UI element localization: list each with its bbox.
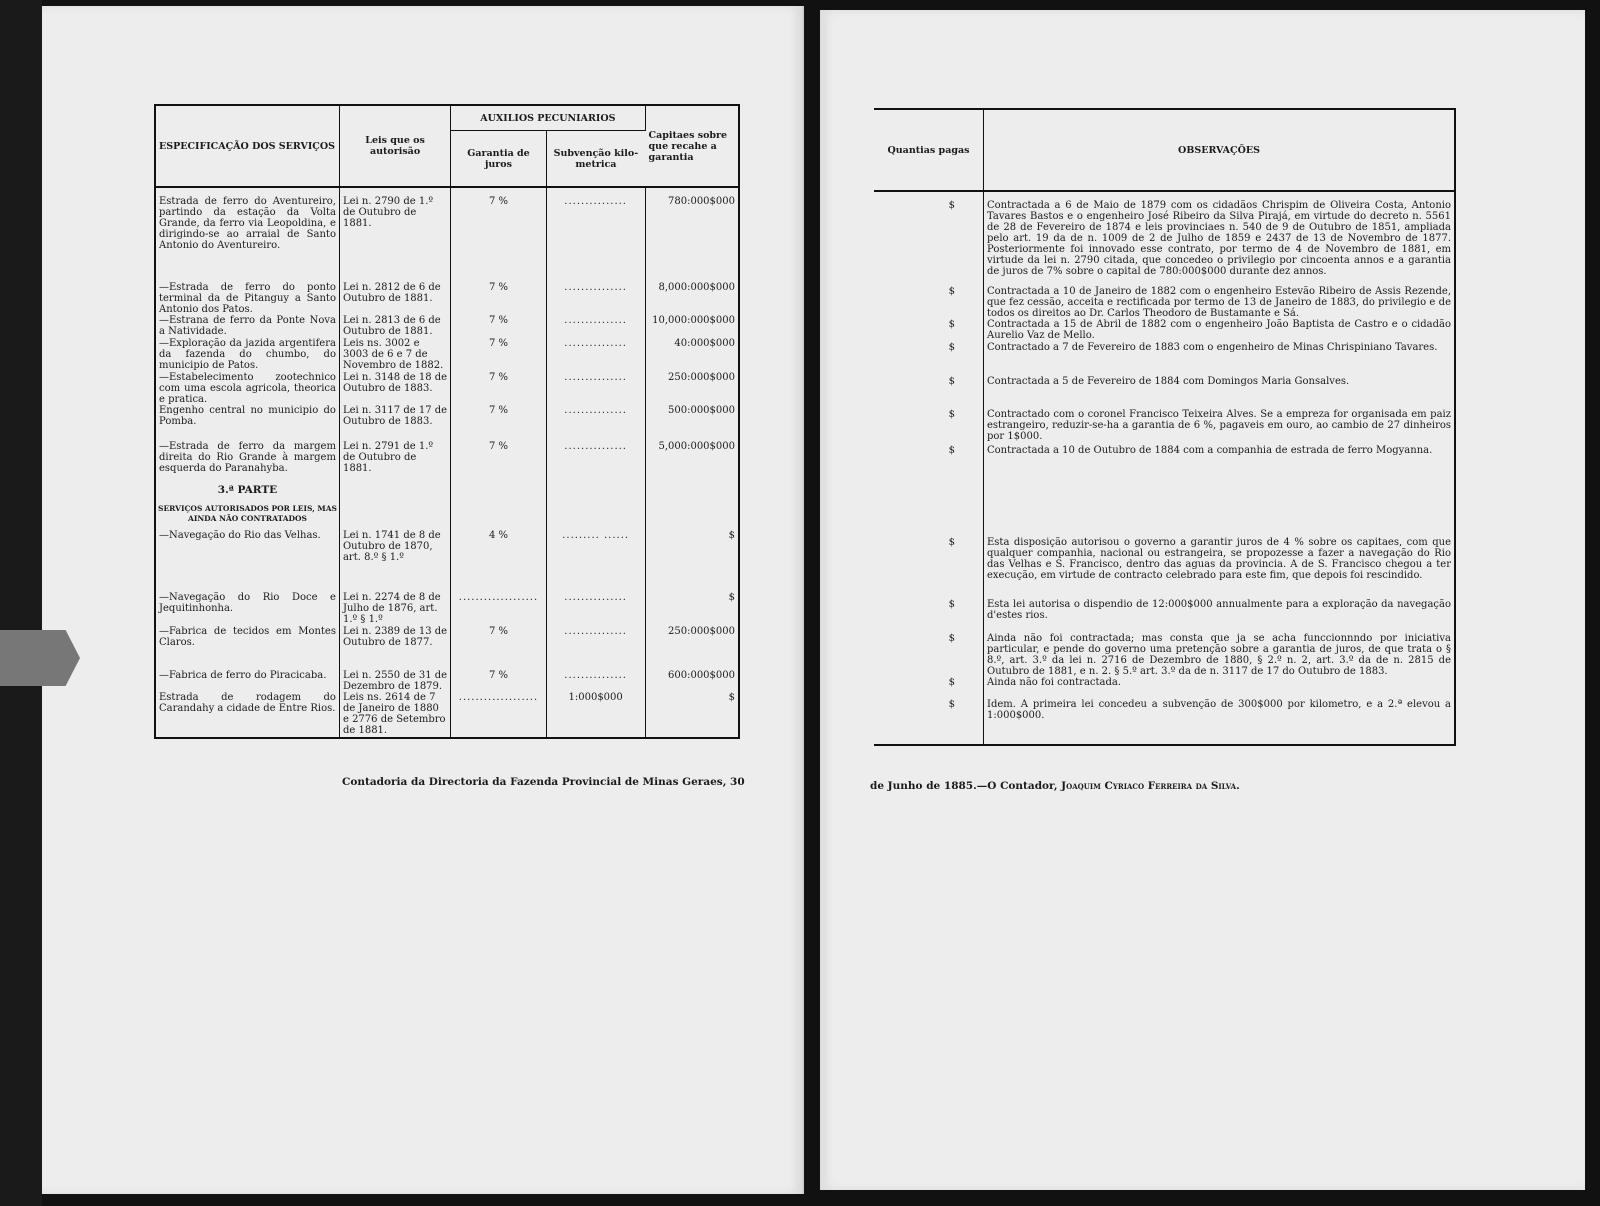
row-garantia: 7 %: [451, 315, 547, 338]
table-row: [874, 200, 1455, 286]
right-page: [820, 10, 1585, 1190]
row-obs: Ainda não foi contractada; mas consta que ja se acha funccionnndo por iniciativa particular, e pende do governo uma pretenção sobre a garantia de juros, de que trata o § 8.º, art. 3.º da lei n. 2716 de Dezembro de 1880, § 2.º n. 2, art. 3.º da de n. 2815 de Outubro de 1881, e n. 2. § 5.º art. 3.º da de n. 3117 de 17 do Outubro de 1883.: [987, 633, 1451, 677]
row-servico: —Estrada de ferro do ponto terminal da de Pitanguy a Santo Antonio dos Patos.: [155, 282, 339, 315]
header-observacoes: OBSERVAÇÕES: [984, 109, 1456, 191]
row-quantia: $: [874, 409, 984, 445]
row-garantia: 7 %: [451, 196, 547, 282]
observations-table: [874, 108, 1456, 746]
header-garantia: Garantia de juros: [451, 131, 547, 188]
row-quantia: $: [874, 537, 984, 599]
header-leis: Leis que os autorisão: [339, 105, 450, 187]
row-capital: 40:000$000: [674, 338, 735, 349]
row-quantia: $: [874, 286, 984, 319]
table-row: [874, 376, 1455, 409]
row-garantia: 4 %: [451, 530, 547, 592]
row-subvencao: ...............: [546, 670, 645, 692]
row-garantia: 7 %: [451, 670, 547, 692]
row-quantia: $: [874, 342, 984, 376]
row-capital: $: [728, 592, 735, 603]
row-obs: Contractada a 15 de Abril de 1882 com o engenheiro João Baptista de Castro e o cidadão Aurelio Vaz de Mello.: [987, 319, 1451, 341]
row-obs: Ainda não foi contractada.: [987, 677, 1122, 688]
table-row: [155, 530, 739, 592]
row-lei: Lei n. 2274 de 8 de Julho de 1876, art. 1.º § 1.º: [339, 592, 450, 626]
row-quantia: $: [874, 633, 984, 677]
row-capital: 8,000:000$000: [658, 282, 735, 293]
row-lei: Lei n. 2790 de 1.º de Outubro de 1881.: [339, 196, 450, 282]
row-servico: Estrada de ferro do Aventureiro, partindo da estação da Volta Grande, da ferro via Leopoldina, e dirigindo-se ao arraial de Santo Antonio do Aventureiro.: [155, 196, 339, 282]
row-lei: Lei n. 2791 de 1.º de Outubro de 1881.: [339, 441, 450, 477]
row-subvencao: ......... ......: [546, 530, 645, 592]
row-capital: $: [728, 530, 735, 541]
table-row: [155, 372, 739, 405]
table-row: [155, 592, 739, 626]
table-row: [155, 692, 739, 738]
row-capital: 250:000$000: [668, 372, 735, 383]
row-servico: —Estabelecimento zootechnico com uma escola agricola, theorica e pratica.: [155, 372, 339, 405]
row-garantia: 7 %: [451, 338, 547, 372]
row-subvencao: ...............: [546, 441, 645, 477]
table-row: [874, 537, 1455, 599]
row-subvencao: 1:000$000: [546, 692, 645, 738]
parte-title: 3.ª PARTE: [155, 477, 339, 496]
row-servico: —Navegação do Rio das Velhas.: [155, 530, 339, 592]
row-quantia: $: [874, 319, 984, 342]
row-subvencao: ...............: [546, 372, 645, 405]
row-garantia: 7 %: [451, 282, 547, 315]
header-servicos: ESPECIFICAÇÃO DOS SERVIÇOS: [155, 105, 339, 187]
table-row: [874, 286, 1455, 319]
row-servico: —Estrada de ferro da margem direita do Rio Grande à margem esquerda do Paranahyba.: [155, 441, 339, 477]
row-obs: Contractada a 5 de Fevereiro de 1884 com Domingos Maria Gonsalves.: [987, 376, 1350, 387]
row-servico: —Exploração da jazida argentifera da fazenda do chumbo, do municipio de Patos.: [155, 338, 339, 372]
row-lei: Leis ns. 3002 e 3003 de 6 e 7 de Novembro de 1882.: [339, 338, 450, 372]
row-obs: Esta disposição autorisou o governo a garantir juros de 4 % sobre os capitaes, com que qualquer companhia, nacional ou estrangeira, se propozesse a fazer a navegação do Rio das Velhas e S. Francisco, dentro das aguas da provincia. A de S. Francisco chegou a ter execução, em virtude de contracto celebrado para este fim, que depois foi rescindido.: [987, 537, 1451, 581]
row-subvencao: ...............: [546, 315, 645, 338]
table-row: [874, 677, 1455, 699]
row-subvencao: ...............: [546, 405, 645, 441]
row-servico: Estrada de rodagem do Carandahy a cidade de Entre Rios.: [155, 692, 339, 738]
row-obs: Contractada a 10 de Janeiro de 1882 com o engenheiro Estevão Ribeiro de Assis Rezende, que fez cessão, acceita e rectificada por termo de 13 de Janeiro de 1883, do privilegio e de todos os direitos ao Dr. Carlos Theodoro de Bustamante e Sá.: [987, 286, 1451, 319]
table-row: [874, 445, 1455, 481]
row-garantia: 7 %: [451, 626, 547, 670]
left-page: [42, 6, 804, 1194]
row-capital: $: [728, 692, 735, 703]
row-lei: Lei n. 2813 de 6 de Outubro de 1881.: [339, 315, 450, 338]
row-lei: Lei n. 3117 de 17 de Outubro de 1883.: [339, 405, 450, 441]
table-row: [874, 342, 1455, 376]
row-subvencao: ...............: [546, 196, 645, 282]
row-subvencao: ...............: [546, 282, 645, 315]
row-obs: Contractada a 10 de Outubro de 1884 com a companhia de estrada de ferro Mogyanna.: [987, 445, 1433, 456]
table-row: [155, 441, 739, 477]
row-lei: Lei n. 2812 de 6 de Outubro de 1881.: [339, 282, 450, 315]
row-obs: Contractado a 7 de Fevereiro de 1883 com o engenheiro de Minas Chrispiniano Tavares.: [987, 342, 1438, 353]
table-row: [155, 626, 739, 670]
row-garantia: 7 %: [451, 372, 547, 405]
row-servico: —Fabrica de tecidos em Montes Claros.: [155, 626, 339, 670]
header-auxilios: AUXILIOS PECUNIARIOS: [451, 105, 645, 131]
row-servico: —Navegação do Rio Doce e Jequitinhonha.: [155, 592, 339, 626]
table-row: [155, 196, 739, 282]
row-subvencao: ...............: [546, 592, 645, 626]
table-row: [874, 409, 1455, 445]
book-binding: [0, 0, 42, 1206]
row-servico: Engenho central no municipio do Pomba.: [155, 405, 339, 441]
table-row: [874, 599, 1455, 633]
footer-signatory: Joaquim Cyriaco Ferreira da Silva.: [1061, 780, 1240, 792]
row-quantia: $: [874, 677, 984, 699]
row-servico: —Estrana de ferro da Ponte Nova a Natividade.: [155, 315, 339, 338]
footer-right: [870, 780, 1240, 792]
header-quantias: Quantias pagas: [874, 109, 984, 191]
row-capital: 250:000$000: [668, 626, 735, 637]
row-garantia: 7 %: [451, 405, 547, 441]
row-lei: Leis ns. 2614 de 7 de Janeiro de 1880 e 2776 de Setembro de 1881.: [339, 692, 450, 738]
table-row: [155, 315, 739, 338]
row-quantia: $: [874, 376, 984, 409]
row-lei: Lei n. 2389 de 13 de Outubro de 1877.: [339, 626, 450, 670]
row-subvencao: ...............: [546, 338, 645, 372]
table-row: [155, 670, 739, 692]
row-capital: 600:000$000: [668, 670, 735, 681]
row-obs: Esta lei autorisa o dispendio de 12:000$000 annualmente para a exploração da navegação d'estes rios.: [987, 599, 1451, 621]
row-lei: Lei n. 3148 de 18 de Outubro de 1883.: [339, 372, 450, 405]
header-capitaes: Capitaes sobre que recahe a garantia: [645, 105, 739, 187]
row-capital: 500:000$000: [668, 405, 735, 416]
row-obs: Contractado com o coronel Francisco Teixeira Alves. Se a empreza for organisada em paiz estrangeiro, reduzir-se-ha a garantia de 6 %, pagaveis em ouro, ao cambio de 27 dinheiros por 1$000.: [987, 409, 1451, 442]
row-obs: Idem. A primeira lei concedeu a subvenção de 300$000 por kilometro, e a 2.ª elevou a 1:000$000.: [987, 699, 1451, 721]
row-quantia: $: [874, 699, 984, 745]
table-row: [874, 319, 1455, 342]
table-row: [874, 633, 1455, 677]
row-garantia: ...................: [451, 692, 547, 738]
table-row: [155, 405, 739, 441]
row-capital: 5,000:000$000: [658, 441, 735, 452]
table-row: [155, 282, 739, 315]
row-subvencao: ...............: [546, 626, 645, 670]
row-quantia: $: [874, 599, 984, 633]
footer-right-text: de Junho de 1885.—O Contador,: [870, 780, 1058, 792]
table-row: [874, 699, 1455, 745]
page-tab-marker: [0, 630, 80, 686]
row-lei: Lei n. 2550 de 31 de Dezembro de 1879.: [339, 670, 450, 692]
row-quantia: $: [874, 200, 984, 286]
row-garantia: ...................: [451, 592, 547, 626]
header-subvencao: Subvenção kilo-metrica: [546, 131, 645, 188]
row-garantia: 7 %: [451, 441, 547, 477]
row-servico: —Fabrica de ferro do Piracicaba.: [155, 670, 339, 692]
row-capital: 780:000$000: [668, 196, 735, 207]
row-capital: 10,000:000$000: [652, 315, 735, 326]
row-quantia: $: [874, 445, 984, 481]
services-table: [154, 104, 740, 739]
parte-subtitle: SERVIÇOS AUTORISADOS POR LEIS, MAS AINDA NÃO CONTRATADOS: [155, 496, 339, 530]
row-lei: Lei n. 1741 de 8 de Outubro de 1870, art. 8.º § 1.º: [339, 530, 450, 592]
footer-left: Contadoria da Directoria da Fazenda Provincial de Minas Geraes, 30: [342, 776, 745, 788]
row-obs: Contractada a 6 de Maio de 1879 com os cidadãos Chrispim de Oliveira Costa, Antonio Tavares Bastos e o engenheiro José Ribeiro da Silva Pirajá, em virtude do decreto n. 5561 de 28 de Fevereiro de 1874 e leis provinciaes n. 540 de 9 de Outubro de 1851, ampliada pelo art. 19 da de n. 1009 de 2 de Julho de 1859 e 2437 de 13 de Novembro de 1877. Posteriormente foi innovado esse contrato, por termo de 4 de Novembro de 1881, em virtude da lei n. 2790 citada, que concedeo o privilegio por cincoenta annos e a garantia de juros de 7% sobre o capital de 780:000$000 durante dez annos.: [987, 200, 1451, 277]
table-row: [155, 338, 739, 372]
